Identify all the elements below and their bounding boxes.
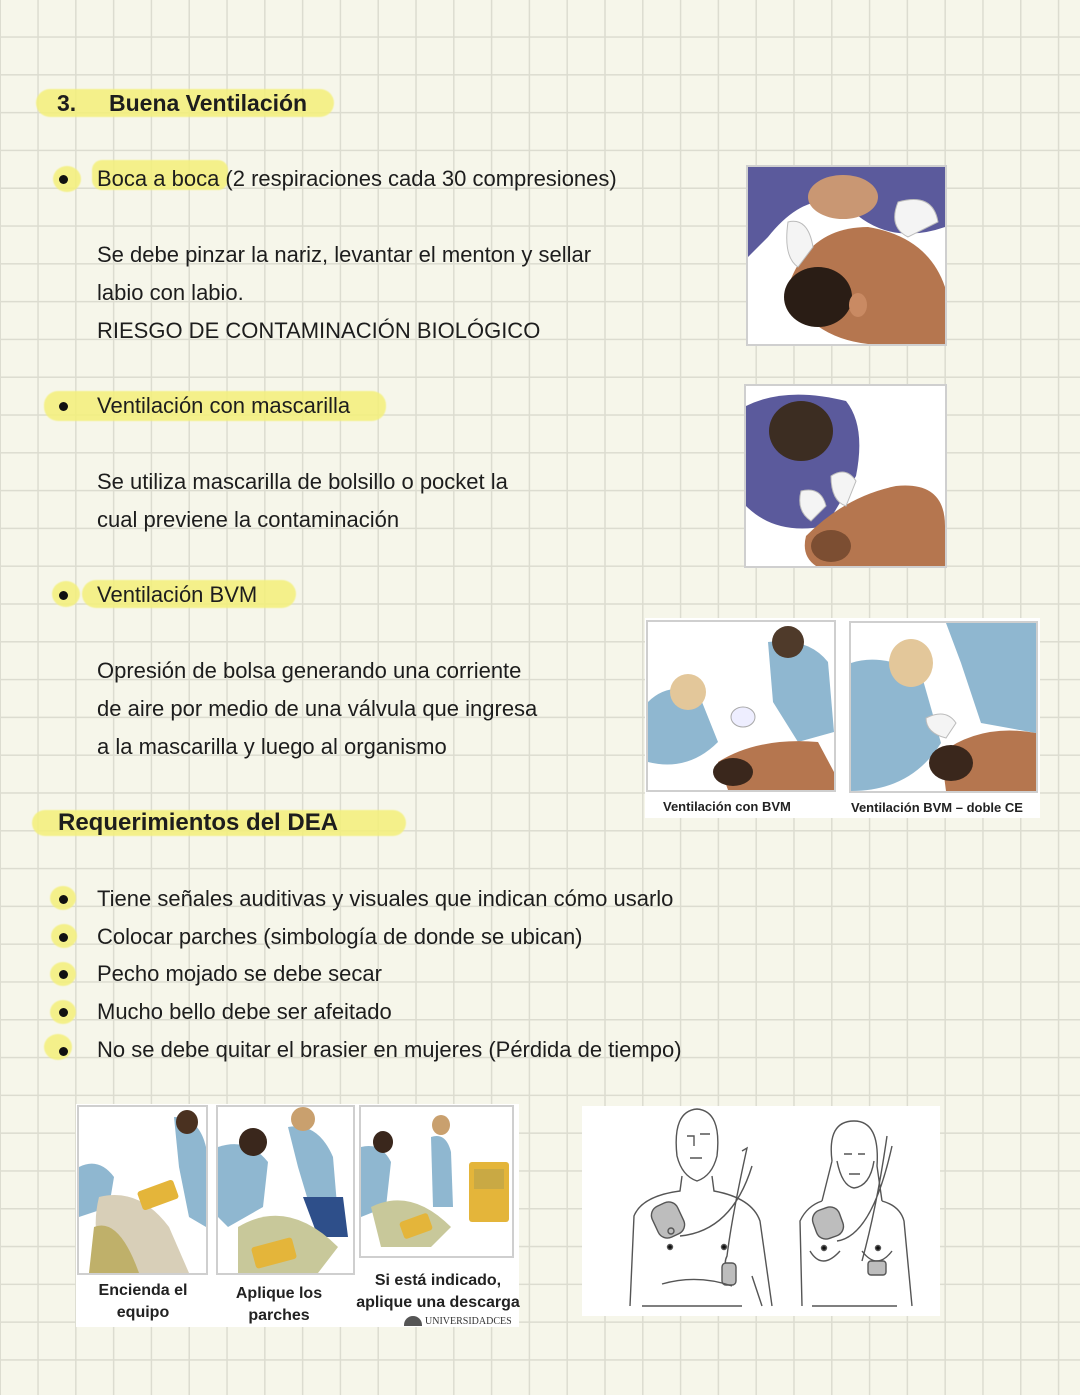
dea-requirement: Colocar parches (simbología de donde se ubican): [97, 924, 583, 949]
list-item-label: Ventilación con mascarilla: [97, 393, 351, 418]
bullet: [59, 402, 68, 411]
item-description-line: labio con labio.: [97, 280, 244, 305]
aed-pad-placement-diagram: [582, 1106, 940, 1316]
pocket-mask-image: [744, 384, 947, 568]
aed-step-apply-pads-image: [216, 1105, 355, 1275]
step-caption-line: parches: [248, 1307, 310, 1324]
item-description-line: Se debe pinzar la nariz, levantar el menton y sellar: [97, 242, 592, 267]
item-label: Boca a boca: [97, 166, 220, 191]
dea-requirement: Pecho mojado se debe secar: [97, 961, 382, 986]
item-label-rest: (2 respiraciones cada 30 compresiones): [219, 166, 617, 191]
section-title: Buena Ventilación: [109, 90, 308, 116]
aed-step-caption: [214, 1283, 344, 1327]
watermark-text: UNIVERSIDADCES: [425, 1316, 512, 1326]
aed-step-power-on-image: [77, 1105, 208, 1275]
step-caption-line: Si está indicado,: [374, 1272, 502, 1289]
step-caption-line: equipo: [116, 1304, 170, 1321]
step-caption-line: aplique una descarga: [356, 1294, 520, 1311]
aed-step-caption: [352, 1270, 524, 1314]
list-item-label: [97, 160, 617, 198]
dea-title: Requerimientos del DEA: [58, 809, 339, 836]
step-caption-line: Encienda el: [98, 1282, 188, 1299]
bullet-highlight: [44, 1034, 72, 1060]
dea-requirement: No se debe quitar el brasier en mujeres (Pérdida de tiempo): [97, 1037, 682, 1062]
item-description-line: RIESGO DE CONTAMINACIÓN BIOLÓGICO: [97, 318, 541, 343]
bvm-double-ce-caption: Ventilación BVM – doble CE: [851, 800, 1023, 815]
aed-step-shock-image: [359, 1105, 514, 1258]
bullet: [59, 895, 68, 904]
item-description-line: a la mascarilla y luego al organismo: [97, 734, 447, 759]
step-caption-line: Aplique los: [235, 1285, 323, 1302]
bullet: [59, 591, 68, 600]
bullet: [59, 1008, 68, 1017]
item-description-line: de aire por medio de una válvula que ingresa: [97, 696, 538, 721]
aed-step-caption: [78, 1280, 208, 1324]
bullet: [59, 970, 68, 979]
item-description-line: Opresión de bolsa generando una corriente: [97, 658, 522, 683]
bvm-double-ce-image: [849, 621, 1038, 793]
watermark-logo: [404, 1316, 518, 1326]
dea-requirement: Tiene señales auditivas y visuales que indican cómo usarlo: [97, 886, 674, 911]
list-item-label: Ventilación BVM: [97, 582, 258, 607]
dea-requirement: Mucho bello debe ser afeitado: [97, 999, 392, 1024]
bullet: [59, 175, 68, 184]
bullet: [59, 1047, 68, 1056]
bullet: [59, 933, 68, 942]
bvm-caption: Ventilación con BVM: [663, 799, 791, 814]
bvm-image: [646, 620, 836, 792]
item-description-line: cual previene la contaminación: [97, 507, 400, 532]
section-number: 3.: [57, 90, 77, 116]
item-description-line: Se utiliza mascarilla de bolsillo o pocket la: [97, 469, 508, 494]
mouth-to-mouth-image: [746, 165, 947, 346]
